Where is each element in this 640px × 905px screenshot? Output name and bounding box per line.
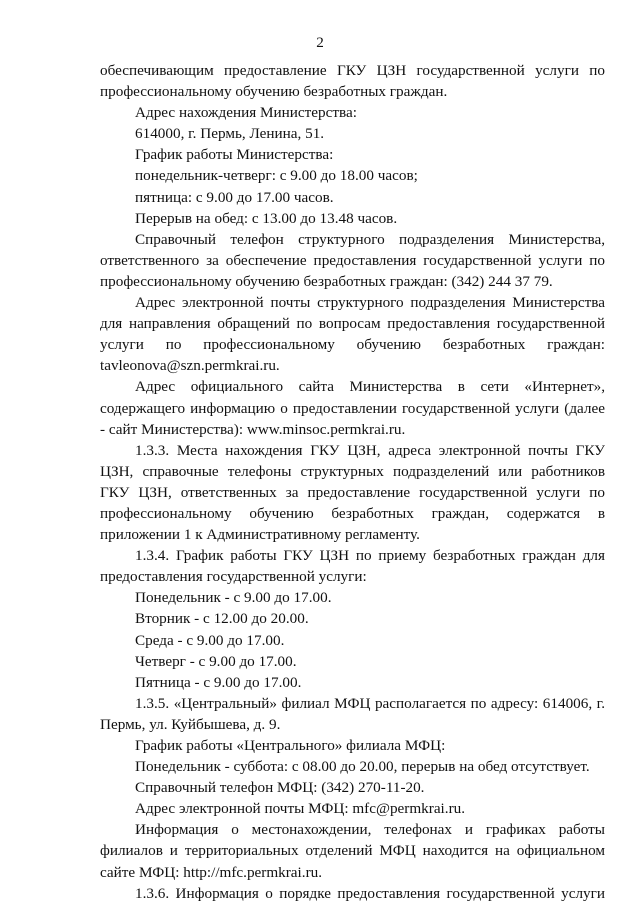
paragraph: 1.3.3. Места нахождения ГКУ ЦЗН, адреса электронной почты ГКУ ЦЗН, справочные телефоны структурных подразделений или работников ГКУ ЦЗН, ответственных за предоставление государственной услуги по профессиональному обучению безработных граждан, содержатся в приложении 1 к Административному регламенту. (100, 441, 605, 544)
schedule-line: Пятница - с 9.00 до 17.00. (135, 673, 302, 691)
paragraph: Справочный телефон структурного подразделения Министерства, ответственного за обеспечение предоставления государственной услуги по профессиональному обучению безработных граждан: (342) 244 37 79. (100, 230, 605, 290)
paragraph: обеспечивающим предоставление ГКУ ЦЗН государственной услуги по профессиональному обучению безработных граждан. (100, 62, 605, 101)
schedule-line: Вторник - с 12.00 до 20.00. (135, 610, 309, 628)
paragraph: График работы Министерства: (135, 146, 334, 164)
paragraph: 1.3.4. График работы ГКУ ЦЗН по приему безработных граждан для предоставления государственной услуги: (100, 547, 605, 586)
paragraph: 1.3.6. Информация о порядке предоставления государственной услуги (135, 884, 605, 902)
paragraph: Перерыв на обед: с 13.00 до 13.48 часов. (135, 209, 398, 227)
schedule-line: Среда - с 9.00 до 17.00. (135, 631, 285, 649)
paragraph: Адрес электронной почты структурного подразделения Министерства для направления обращений по вопросам предоставления государственной услуги по профессиональному обучению безработных граждан: (100, 294, 605, 354)
paragraph: Адрес электронной почты МФЦ: mfc@permkrai.ru. (135, 800, 466, 818)
paragraph: пятница: с 9.00 до 17.00 часов. (135, 188, 334, 206)
email-link: tavleonova@szn.permkrai.ru. (100, 357, 280, 375)
schedule-line: Понедельник - с 9.00 до 17.00. (135, 589, 332, 607)
paragraph: Адрес официального сайта Министерства в сети «Интернет», содержащего информацию о предоставлении государственной услуги (далее - сайт Министерства): www.minsoc.permkrai.ru. (100, 378, 605, 438)
paragraph: Справочный телефон МФЦ: (342) 270-11-20. (135, 779, 425, 797)
paragraph: 1.3.5. «Центральный» филиал МФЦ располагается по адресу: 614006, г. Пермь, ул. Куйбышева, д. 9. (100, 694, 605, 733)
paragraph: Адрес нахождения Министерства: (135, 104, 357, 122)
paragraph: понедельник-четверг: с 9.00 до 18.00 часов; (135, 167, 418, 185)
paragraph: 614000, г. Пермь, Ленина, 51. (135, 125, 325, 143)
document-body (100, 60, 605, 904)
paragraph: Информация о местонахождении, телефонах и графиках работы филиалов и территориальных отделений МФЦ находится на официальном сайте МФЦ: http://mfc.permkrai.ru. (100, 821, 605, 881)
page-number: 2 (316, 34, 324, 51)
schedule-line: Четверг - с 9.00 до 17.00. (135, 652, 297, 670)
paragraph: Понедельник - суббота: с 08.00 до 20.00, перерыв на обед отсутствует. (135, 758, 590, 776)
paragraph: График работы «Центрального» филиала МФЦ: (135, 737, 446, 754)
